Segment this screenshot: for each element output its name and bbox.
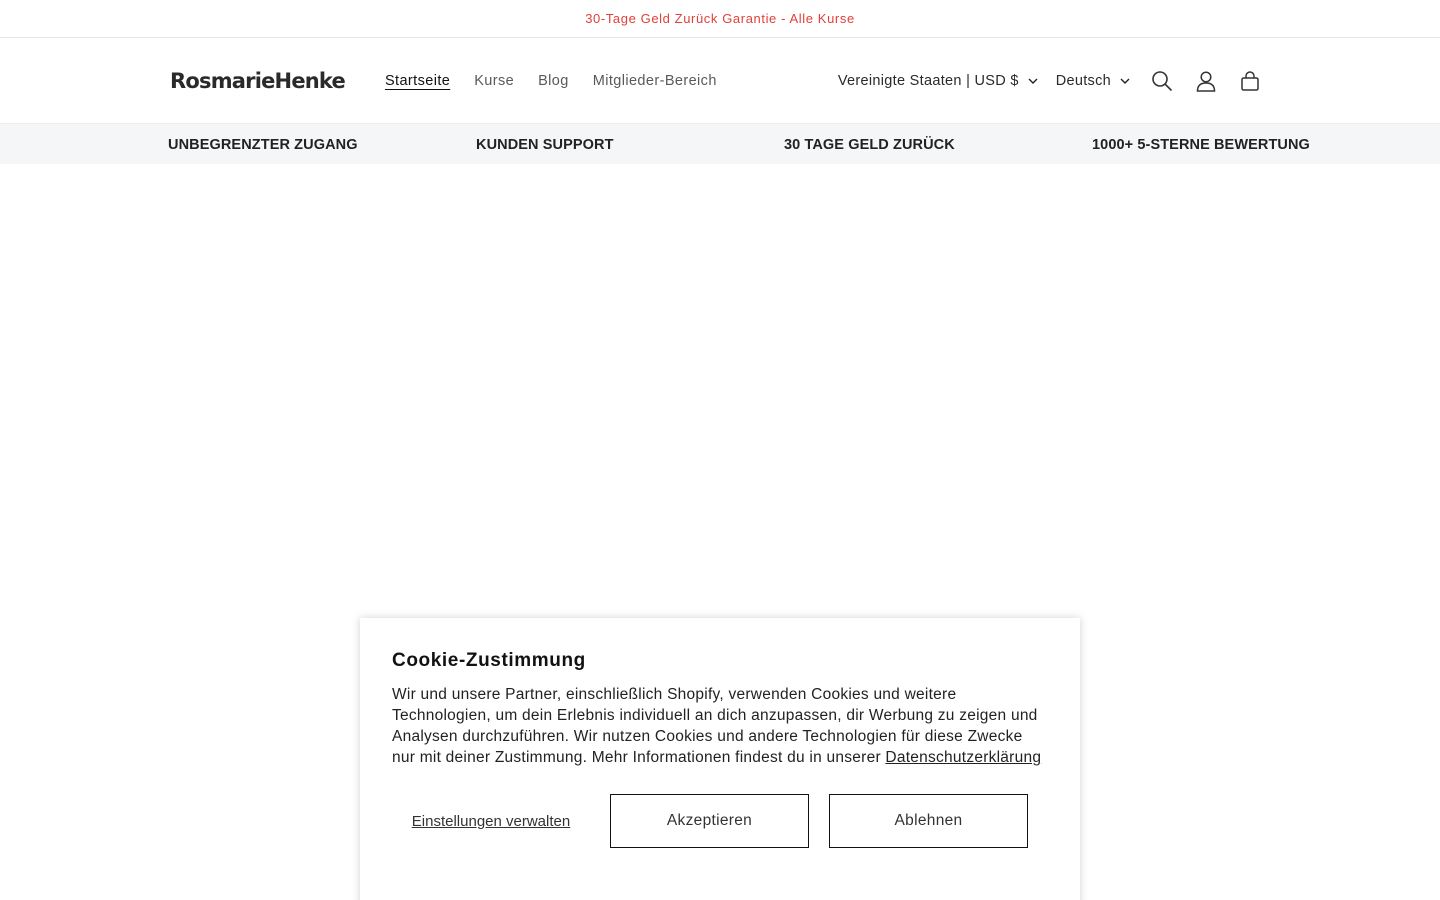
announcement-bar bbox=[0, 0, 1440, 38]
cart-icon bbox=[1239, 70, 1261, 92]
account-button[interactable] bbox=[1184, 59, 1228, 103]
country-selector-label: Vereinigte Staaten | USD $ bbox=[837, 72, 1019, 89]
cart-button[interactable] bbox=[1228, 59, 1272, 103]
country-selector[interactable] bbox=[838, 73, 1038, 89]
announcement-text: 30-Tage Geld Zurück Garantie - Alle Kurse bbox=[585, 11, 855, 26]
cookie-consent-banner bbox=[360, 618, 1080, 900]
chevron-down-icon bbox=[1120, 76, 1130, 86]
usp-bar bbox=[0, 123, 1440, 164]
decline-button[interactable]: Ablehnen bbox=[829, 794, 1028, 848]
search-button[interactable] bbox=[1140, 59, 1184, 103]
nav-item-startseite[interactable]: Startseite bbox=[384, 72, 451, 89]
nav-item-kurse[interactable]: Kurse bbox=[474, 72, 515, 89]
search-icon bbox=[1151, 70, 1173, 92]
cookie-body-text: Wir und unsere Partner, einschließlich Shopify, verwenden Cookies und weitere Technologien, um dein Erlebnis individuell an dich anzupassen, dir Werbung zu zeigen und Analysen durchzuführen. Wir nutzen Cookies und andere Technologien für diese Zwecke nur mit deiner Zustimmung. Mehr Informationen findest du in unserer bbox=[392, 686, 1038, 766]
site-header bbox=[0, 38, 1440, 123]
privacy-policy-link[interactable]: Datenschutzerklärung bbox=[885, 749, 1042, 766]
usp-item-kunden-support: KUNDEN SUPPORT bbox=[476, 136, 614, 153]
language-selector-label: Deutsch bbox=[1055, 72, 1111, 89]
usp-item-geld-zurueck: 30 TAGE GELD ZURÜCK bbox=[784, 136, 955, 153]
main-nav bbox=[385, 73, 741, 89]
cookie-body bbox=[392, 684, 1048, 768]
chevron-down-icon bbox=[1028, 76, 1038, 86]
header-actions bbox=[838, 38, 1272, 123]
logo[interactable]: RosmarieHenke bbox=[170, 68, 345, 93]
cookie-title: Cookie-Zustimmung bbox=[392, 650, 586, 671]
cookie-actions bbox=[392, 794, 1048, 848]
manage-settings-link[interactable]: Einstellungen verwalten bbox=[411, 812, 571, 830]
nav-item-mitglieder-bereich[interactable]: Mitglieder-Bereich bbox=[592, 72, 717, 89]
language-selector[interactable] bbox=[1056, 73, 1130, 89]
nav-item-blog[interactable]: Blog bbox=[538, 72, 569, 89]
usp-item-bewertung: 1000+ 5-STERNE BEWERTUNG bbox=[1092, 136, 1310, 153]
usp-item-unbegrenzter-zugang: UNBEGRENZTER ZUGANG bbox=[168, 136, 358, 153]
accept-button[interactable]: Akzeptieren bbox=[610, 794, 809, 848]
account-icon bbox=[1195, 70, 1217, 92]
